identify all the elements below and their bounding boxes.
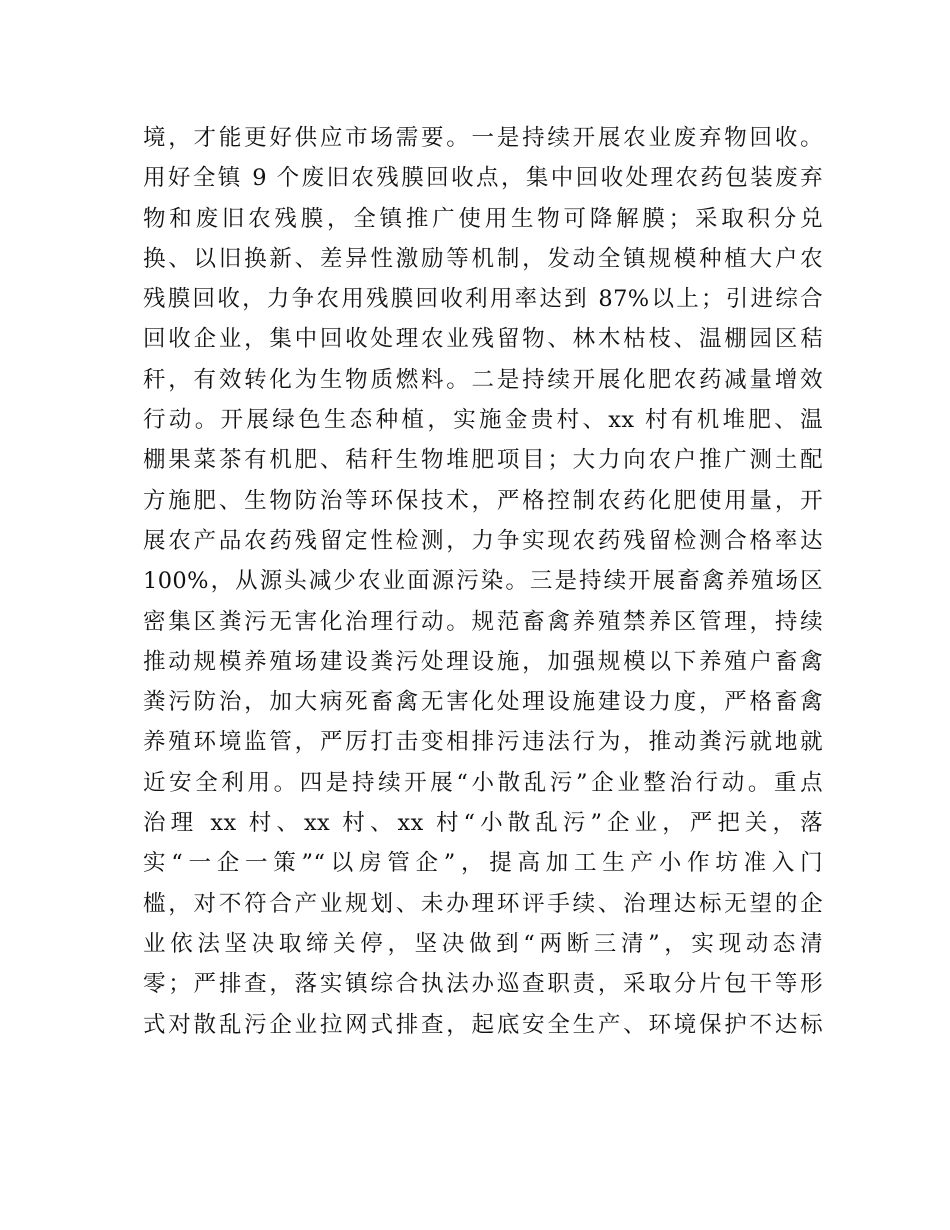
text-line-1: 境，才能更好供应市场需要。一是持续开展农业废弃物回收。 <box>143 125 823 151</box>
text-line-13: 密集区粪污无害化治理行动。规范畜禽养殖禁养区管理，持续 <box>143 608 823 635</box>
text-line-14: 推动规模养殖场建设粪污处理设施，加强规模以下养殖户畜禽 <box>143 648 823 675</box>
text-line-11: 展农产品农药残留定性检测，力争实现农药残留检测合格率达 <box>143 527 823 554</box>
text-line-10: 方施肥、生物防治等环保技术，严格控制农药化肥使用量，开 <box>143 487 823 514</box>
text-line-23: 式对散乱污企业拉网式排查，起底安全生产、环境保护不达标 <box>143 1011 823 1038</box>
text-line-16: 养殖环境监管，严厉打击变相排污违法行为，推动粪污就地就 <box>143 729 823 756</box>
text-line-22: 零；严排查，落实镇综合执法办巡查职责，采取分片包干等形 <box>143 971 823 998</box>
text-line-17: 近安全利用。四是持续开展“小散乱污”企业整治行动。重点 <box>143 769 823 796</box>
text-line-18: 治理 xx 村、xx 村、xx 村“小散乱污”企业，严把关，落 <box>143 810 823 837</box>
text-line-15: 粪污防治，加大病死畜禽无害化处理设施建设力度，严格畜禽 <box>143 689 823 716</box>
text-line-4: 换、以旧换新、差异性激励等机制，发动全镇规模种植大户农 <box>143 245 823 272</box>
text-line-5: 残膜回收，力争农用残膜回收利用率达到 87%以上；引进综合 <box>143 286 823 313</box>
text-line-6: 回收企业，集中回收处理农业残留物、林木枯枝、温棚园区秸 <box>143 326 823 353</box>
text-line-3: 物和废旧农残膜，全镇推广使用生物可降解膜；采取积分兑 <box>143 205 823 232</box>
text-line-7: 秆，有效转化为生物质燃料。二是持续开展化肥农药减量增效 <box>143 366 823 393</box>
text-line-20: 槛，对不符合产业规划、未办理环评手续、治理达标无望的企 <box>143 890 823 917</box>
text-line-12: 100%，从源头减少农业面源污染。三是持续开展畜禽养殖场区 <box>143 568 823 595</box>
text-line-19: 实“一企一策”“以房管企”，提高加工生产小作坊准入门 <box>143 850 823 877</box>
body-paragraph <box>143 118 823 1045</box>
text-line-8: 行动。开展绿色生态种植，实施金贵村、xx 村有机堆肥、温 <box>143 407 823 434</box>
text-line-9: 棚果菜茶有机肥、秸秆生物堆肥项目；大力向农户推广测土配 <box>143 447 823 474</box>
text-line-21: 业依法坚决取缔关停，坚决做到“两断三清”，实现动态清 <box>143 930 823 957</box>
text-line-2: 用好全镇 9 个废旧农残膜回收点，集中回收处理农药包装废弃 <box>143 165 823 192</box>
